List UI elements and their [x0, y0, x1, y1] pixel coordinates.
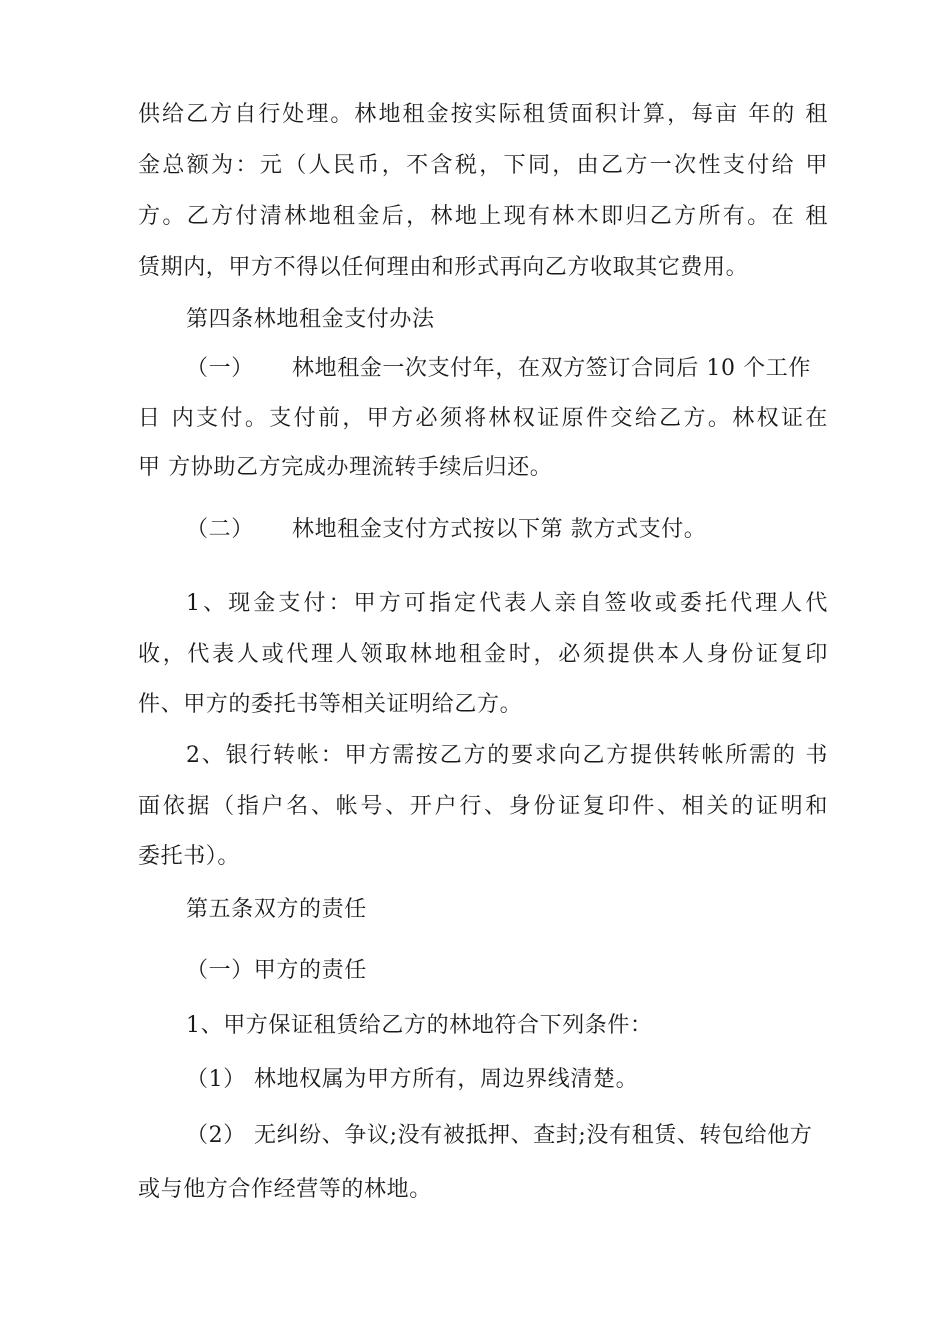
text-line: 件、甲方的委托书等相关证明给乙方。	[138, 692, 523, 717]
clause-4-2	[186, 515, 876, 545]
text-line: 收，代表人或代理人领取林地租金时，必须提供本人身份证复印	[138, 642, 828, 667]
text-line: 赁期内，甲方不得以任何理由和形式再向乙方收取其它费用。	[138, 255, 749, 280]
conditions-intro: 1、甲方保证租赁给乙方的林地符合下列条件：	[186, 1013, 653, 1038]
article-4-heading: 第四条林地租金支付办法	[186, 307, 435, 332]
condition-1	[186, 1065, 876, 1095]
article-5-heading: 第五条双方的责任	[186, 897, 367, 922]
condition-number: （1）	[186, 1067, 246, 1092]
clause-4-1-first-line	[186, 354, 876, 384]
condition-text: 林地权属为甲方所有，周边界线清楚。	[254, 1067, 639, 1092]
condition-number: （2）	[186, 1123, 246, 1148]
condition-text: 无纠纷、争议;没有被抵押、查封;没有租赁、转包给他方	[254, 1123, 813, 1148]
text-line: 方。乙方付清林地租金后，林地上现有林木即归乙方所有。在 租	[138, 204, 828, 229]
text-line: 面依据（指户名、帐号、开户行、身份证复印件、相关的证明和	[138, 794, 828, 819]
text-line: 委托书）。	[138, 844, 241, 869]
text-line: 或与他方合作经营等的林地。	[138, 1177, 432, 1202]
text-line: 2、银行转帐：甲方需按乙方的要求向乙方提供转帐所需的 书	[186, 743, 828, 768]
clause-text: 林地租金一次支付年，在双方签订合同后 10 个工作	[292, 356, 811, 381]
text-line: 供给乙方自行处理。林地租金按实际租赁面积计算，每亩 年的 租	[138, 102, 828, 127]
text-line: 1、现金支付：甲方可指定代表人亲自签收或委托代理人代	[186, 591, 828, 616]
clause-number: （二）	[186, 517, 254, 542]
text-line: 日 内支付。支付前，甲方必须将林权证原件交给乙方。林权证在	[138, 406, 828, 431]
text-line: 金总额为：元（人民币，不含税，下同，由乙方一次性支付给 甲	[138, 153, 828, 178]
clause-5-1-heading: （一）甲方的责任	[186, 958, 367, 983]
condition-2-first-line	[186, 1121, 876, 1151]
clause-number: （一）	[186, 356, 254, 381]
clause-text: 林地租金支付方式按以下第 款方式支付。	[292, 517, 707, 542]
text-line: 甲 方协助乙方完成办理流转手续后归还。	[138, 455, 553, 480]
